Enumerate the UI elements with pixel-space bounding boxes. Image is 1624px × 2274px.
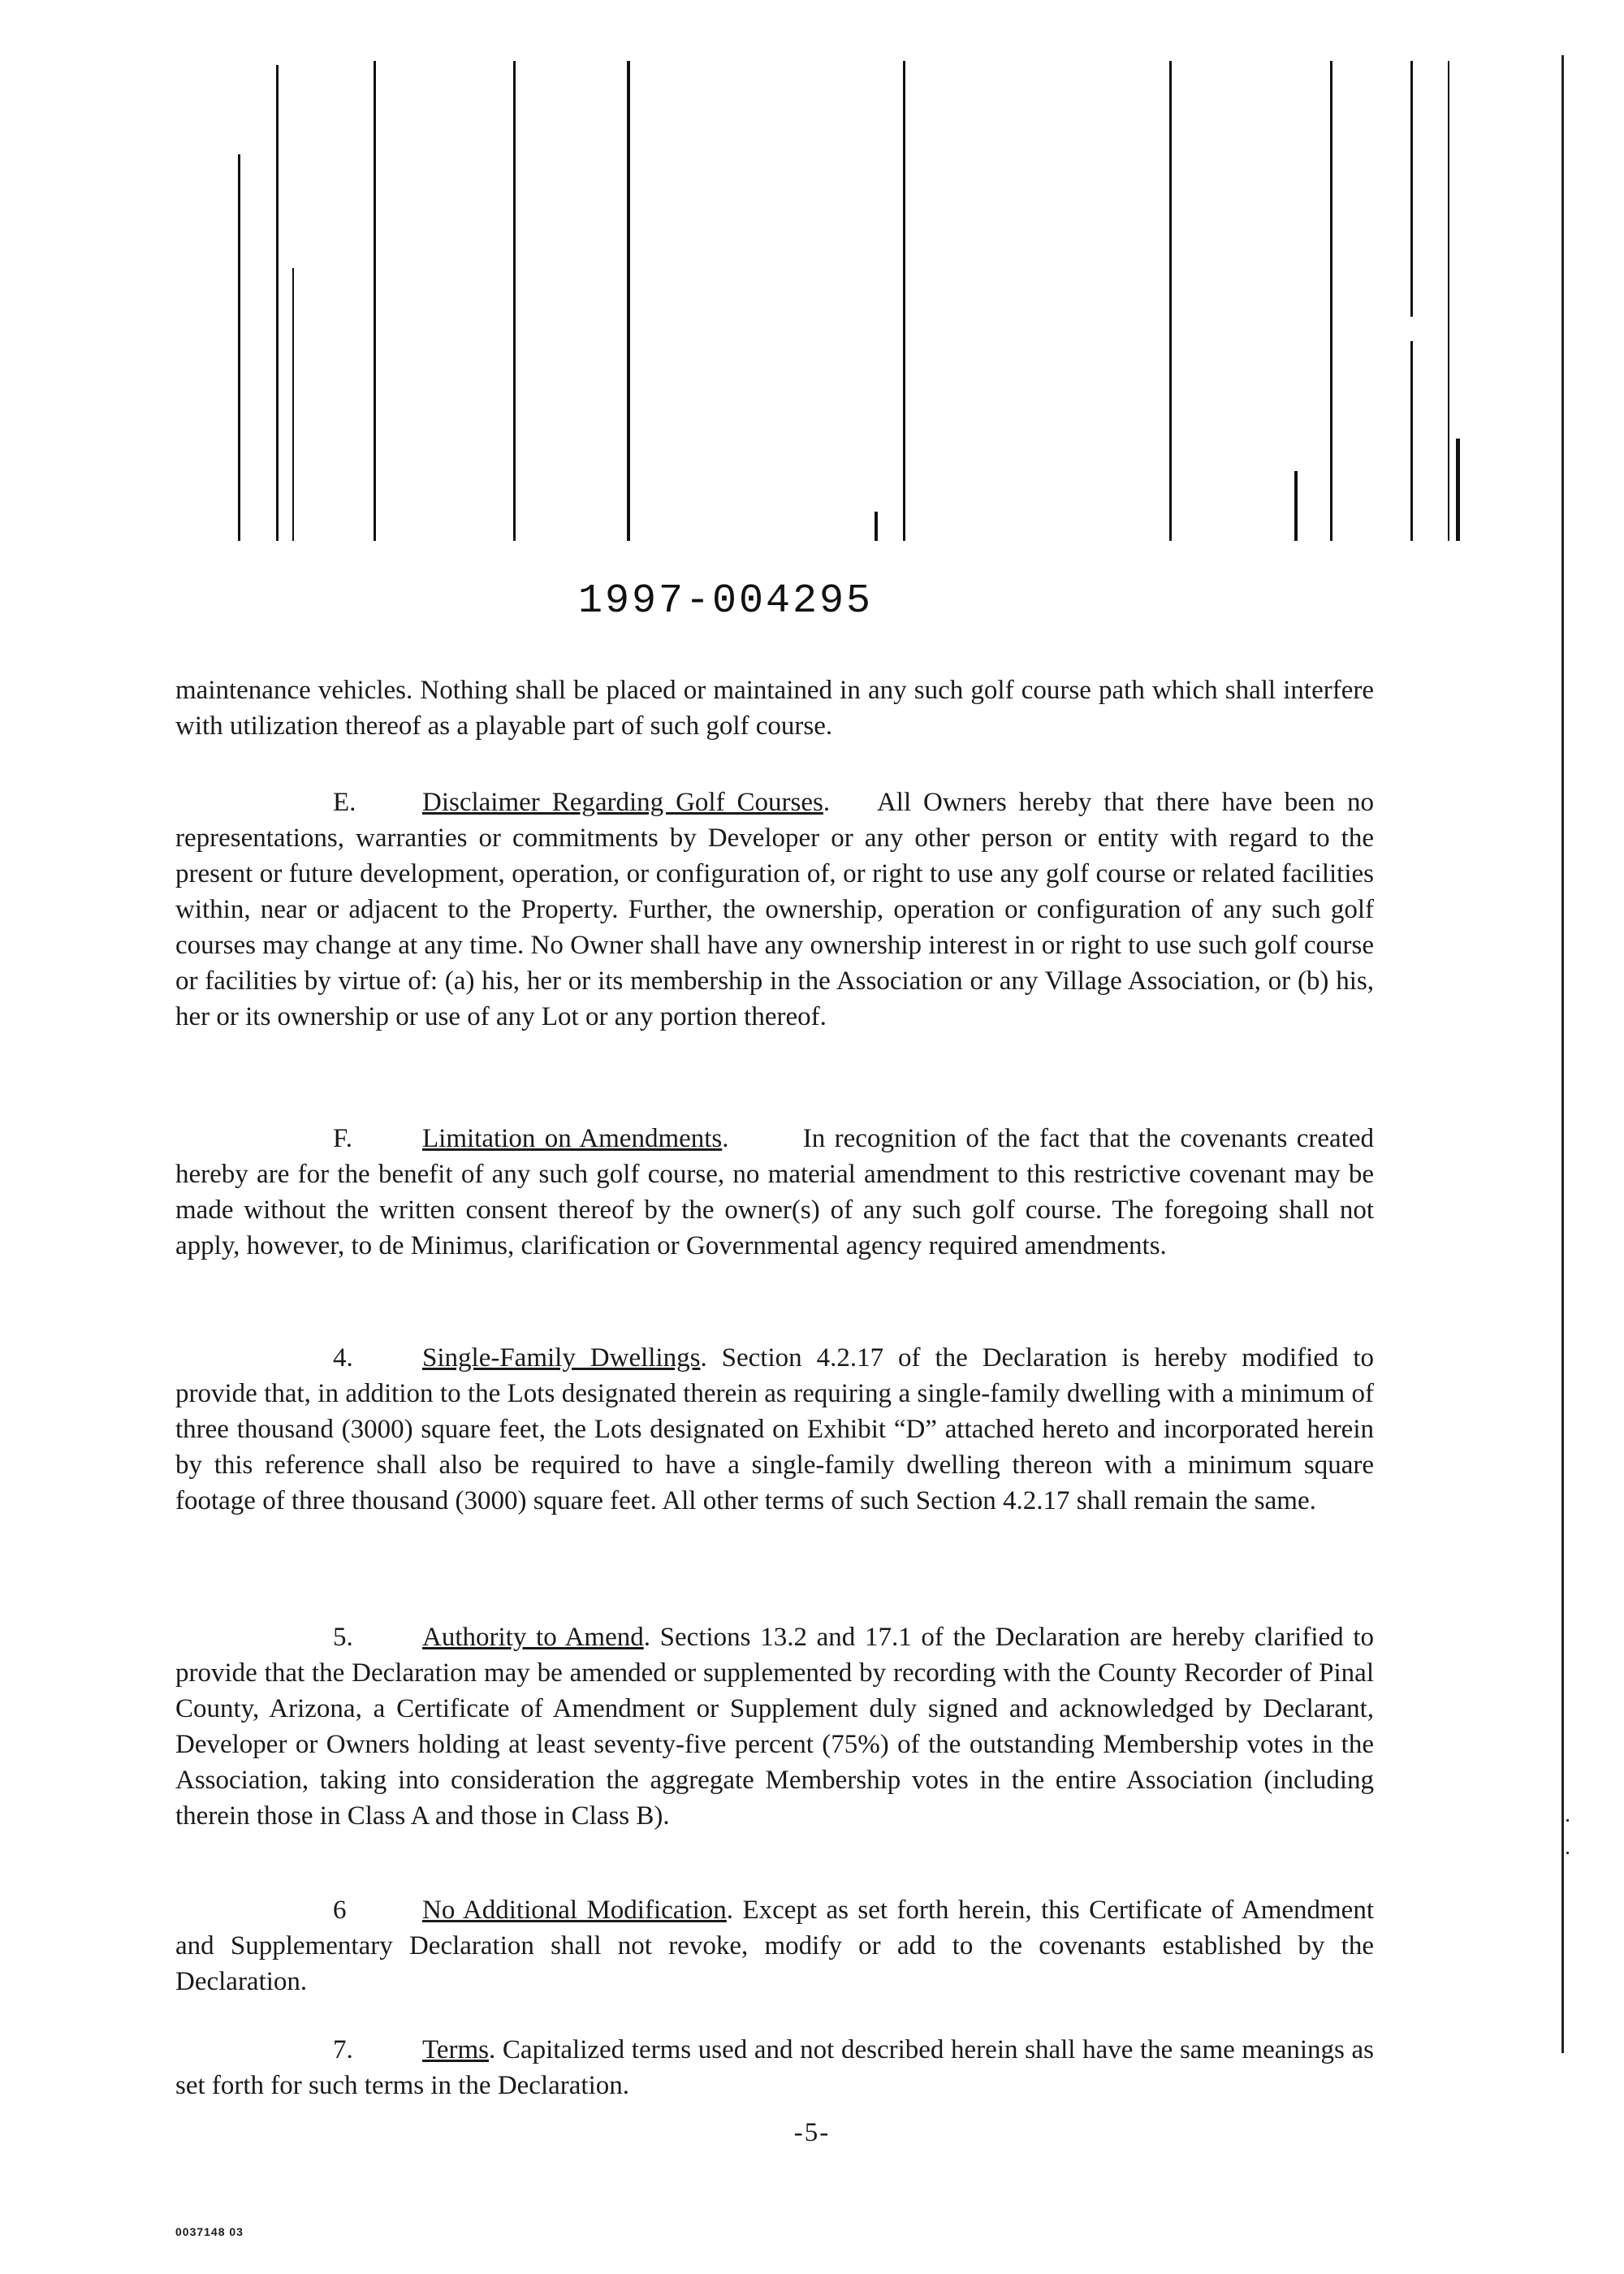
barcode-bar [627, 61, 630, 541]
section-5-label: 5. [333, 1623, 353, 1652]
barcode-bar [903, 61, 905, 541]
section-e: E. Disclaimer Regarding Golf Courses. All Owners hereby that there have been no representations, warranties or commitments by Developer or any other person or entity with regard to the present or future development, operation, or configuration of, or right to use any golf course or related facilities within, near or adjacent to the Property. Further, the ownership, operation or configuration of any such golf courses may change at any time. No Owner shall have any ownership interest in or right to use such golf course or facilities by virtue of: (a) his, her or its membership in the Association or any Village Association, or (b) his, her or its ownership or use of any Lot or any portion thereof. [175, 785, 1374, 1035]
barcode-bar [513, 61, 516, 541]
barcode-bar [1410, 341, 1413, 541]
section-7: 7. Terms. Capitalized terms used and not described herein shall have the same meanings as set forth for such terms in the Declaration. [175, 2032, 1374, 2103]
section-5: 5. Authority to Amend. Sections 13.2 and 17.1 of the Declaration are hereby clarified to provide that the Declaration may be amended or supplemented by recording with the County Recorder of Pinal County, Arizona, a Certificate of Amendment or Supplement duly signed and acknowledged by Declarant, Developer or Owners holding at least seventy-five percent (75%) of the outstanding Membership votes in the Association, taking into consideration the aggregate Membership votes in the entire Association (including therein those in Class A and those in Class B). [175, 1619, 1374, 1834]
section-4-heading: Single-Family Dwellings [422, 1343, 701, 1373]
barcode-bar [1410, 61, 1413, 317]
scan-speck [1566, 1819, 1569, 1822]
section-6-text: Except as set forth herein, this Certificate of Amendment and Supplementary Declaration shall not revoke, modify or add to the covenants established by the Declaration. [175, 1896, 1374, 1996]
barcode-bar [374, 61, 376, 541]
section-f-heading: Limitation on Amendments [422, 1124, 723, 1153]
barcode-bar [1448, 61, 1449, 541]
section-6-label: 6 [333, 1896, 347, 1925]
barcode-bar [1294, 471, 1298, 541]
section-f-text: In recognition of the fact that the covenants created hereby are for the benefit of any such golf course, no material amendment to this restrictive covenant may be made without the written consent thereof by the owner(s) of any such golf course. The foregoing shall not apply, however, to de Minimus, clarification or Governmental agency required amendments. [175, 1124, 1375, 1260]
section-e-heading: Disclaimer Regarding Golf Courses [422, 788, 823, 817]
continuation-paragraph: maintenance vehicles. Nothing shall be placed or maintained in any such golf course path which shall interfere with utilization thereof as a playable part of such golf course. [175, 676, 1374, 741]
section-e-label: E. [333, 788, 356, 817]
document-id: 0037148 03 [175, 2225, 244, 2238]
barcode-bar [238, 154, 240, 541]
barcode-bar [875, 512, 878, 541]
barcode-bar [292, 268, 294, 541]
barcode-bar [1456, 439, 1460, 541]
section-e-text: All Owners hereby that there have been no representations, warranties or commitments by Developer or any other person or entity with regard to the present or future development, operation, or configuration of, or right to use any golf course or related facilities within, near or adjacent to the Property. Further, the ownership, operation or configuration of any such golf courses may change at any time. No Owner shall have any ownership interest in or right to use such golf course or facilities by virtue of: (a) his, her or its membership in the Association or any Village Association, or (b) his, her or its ownership or use of any Lot or any portion thereof. [175, 788, 1374, 1031]
barcode-bar [276, 65, 279, 541]
section-6-heading: No Additional Modification [422, 1896, 727, 1925]
section-7-heading: Terms [422, 2035, 490, 2064]
page-number: -5- [793, 2118, 831, 2147]
section-7-text: Capitalized terms used and not described herein shall have the same meanings as set forth for such terms in the Declaration. [175, 2035, 1374, 2100]
barcode-bar [1169, 61, 1172, 541]
section-f-label: F. [333, 1124, 352, 1153]
recording-number: 1997-004295 [578, 578, 874, 625]
section-6: 6 No Additional Modification. Except as set forth herein, this Certificate of Amendment and Supplementary Declaration shall not revoke, modify or add to the covenants established by the Declaration. [175, 1892, 1374, 1999]
scan-speck [1566, 1852, 1569, 1854]
section-5-text: Sections 13.2 and 17.1 of the Declaration are hereby clarified to provide that the Declaration may be amended or supplemented by recording with the County Recorder of Pinal County, Arizona, a Certificate of Amendment or Supplement duly signed and acknowledged by Declarant, Developer or Owners holding at least seventy-five percent (75%) of the outstanding Membership votes in the Association, taking into consideration the aggregate Membership votes in the entire Association (including therein those in Class A and those in Class B). [175, 1623, 1374, 1831]
section-f: F. Limitation on Amendments. In recognition of the fact that the covenants created hereby are for the benefit of any such golf course, no material amendment to this restrictive covenant may be made without the written consent thereof by the owner(s) of any such golf course. The foregoing shall not apply, however, to de Minimus, clarification or Governmental agency required amendments. [175, 1121, 1374, 1264]
section-4: 4. Single-Family Dwellings. Section 4.2.17 of the Declaration is hereby modified to provide that, in addition to the Lots designated therein as requiring a single-family dwelling with a minimum of three thousand (3000) square feet, the Lots designated on Exhibit “D” attached hereto and incorporated herein by this reference shall also be required to have a single-family dwelling thereon with a minimum square footage of three thousand (3000) square feet. All other terms of such Section 4.2.17 shall remain the same. [175, 1340, 1374, 1519]
section-7-label: 7. [333, 2035, 353, 2064]
barcode-bar [1330, 61, 1332, 541]
section-4-text: Section 4.2.17 of the Declaration is hereby modified to provide that, in addition to the Lots designated therein as requiring a single-family dwelling with a minimum of three thousand (3000) square feet, the Lots designated on Exhibit “D” attached hereto and incorporated herein by this reference shall also be required to have a single-family dwelling thereon with a minimum square footage of three thousand (3000) square feet. All other terms of such Section 4.2.17 shall remain the same. [175, 1343, 1374, 1515]
section-5-heading: Authority to Amend [422, 1623, 644, 1652]
section-4-label: 4. [333, 1343, 353, 1373]
page-edge-line [1561, 55, 1564, 2053]
